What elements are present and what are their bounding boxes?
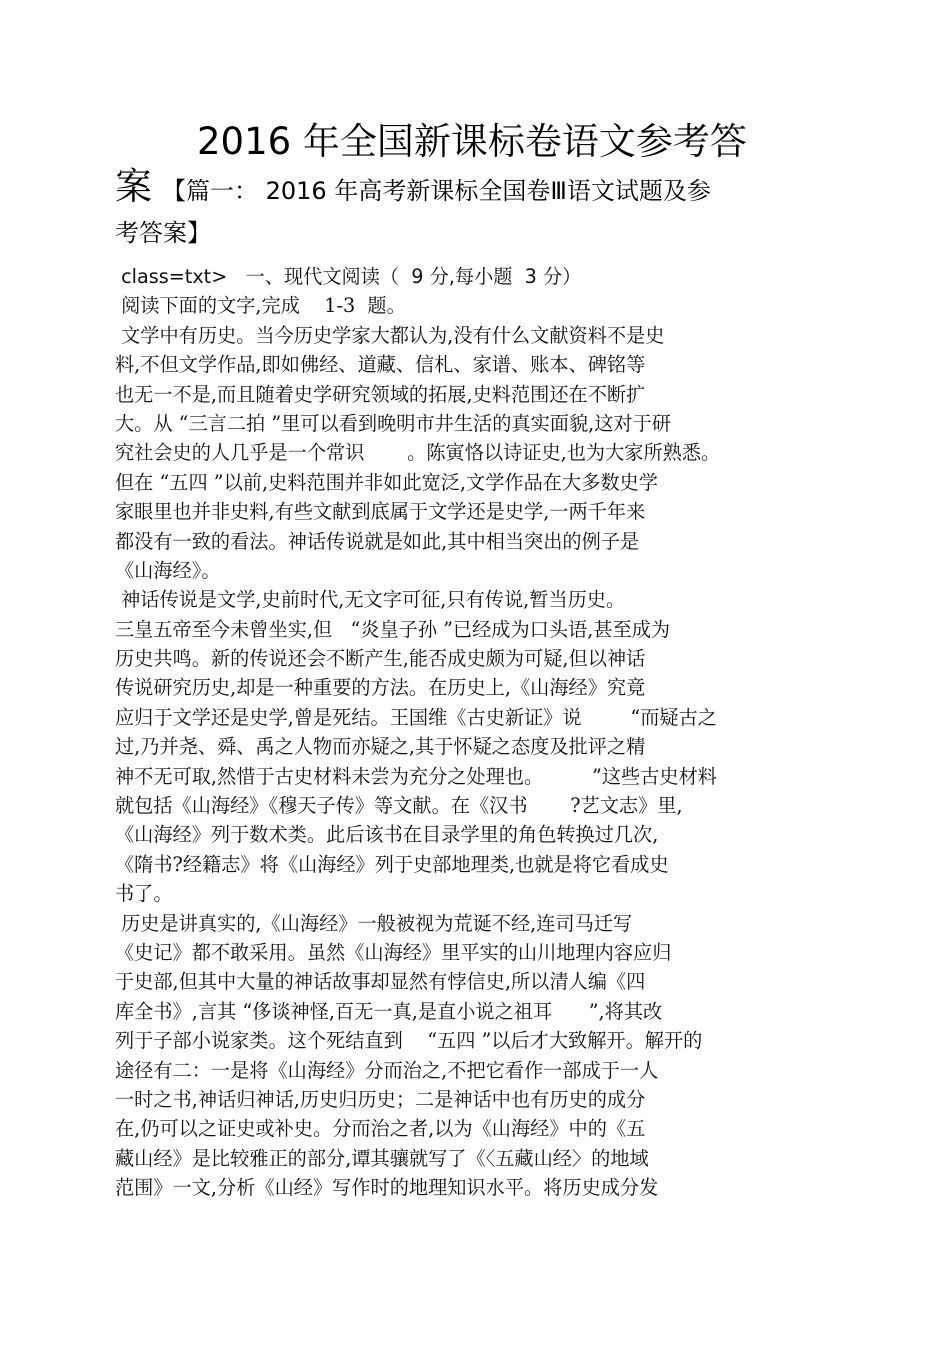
body-line: 历史是讲真实的,《山海经》一般被视为荒诞不经,连司马迁写 — [115, 911, 633, 935]
body-line: 应归于文学还是史学,曾是死结。王国维《古史新证》说 “而疑古之 — [115, 705, 717, 729]
document-title — [115, 118, 815, 251]
body-line: 《史记》都不敢采用。虽然《山海经》里平实的山川地理内容应归 — [115, 940, 672, 964]
body-line: 究社会史的人几乎是一个常识 。陈寅恪以诗证史,也为大家所熟悉。 — [115, 441, 721, 465]
body-line: 传说研究历史,却是一种重要的方法。在历史上,《山海经》究竟 — [115, 676, 646, 700]
title-line-3: 考答案】 — [115, 219, 211, 247]
body-line: 《隋书?经籍志》将《山海经》列于史部地理类,也就是将它看成史 — [115, 852, 669, 876]
body-line: 于史部,但其中大量的神话故事却显然有悖信史,所以清人编《四 — [115, 970, 646, 994]
body-line: 库全书》,言其 “侈谈神怪,百无一真,是直小说之祖耳 ”,将其改 — [115, 999, 663, 1023]
title-line-2-main: 案 — [115, 165, 152, 208]
body-line: 书了。 — [115, 882, 173, 906]
title-line-2-subtitle: 【篇一： 2016 年高考新课标全国卷Ⅲ语文试题及参 — [162, 177, 711, 205]
body-line: 大。从 “三言二拍 ”里可以看到晚明市井生活的真实面貌,这对于研 — [115, 411, 671, 435]
body-line: 过,乃并尧、舜、禹之人物而亦疑之,其于怀疑之态度及批评之精 — [115, 735, 646, 759]
body-line: 历史共鸣。新的传说还会不断产生,能否成史颇为可疑,但以神话 — [115, 647, 646, 671]
document-body — [115, 262, 815, 1203]
body-line: 一时之书,神话归神话,历史归历史；二是神话中也有历史的成分 — [115, 1087, 646, 1111]
body-line: 神话传说是文学,史前时代,无文字可征,只有传说,暂当历史。 — [115, 588, 626, 612]
body-line: 就包括《山海经》《穆天子传》等文献。在《汉书 ?艺文志》里, — [115, 794, 683, 818]
body-line: class=txt> 一、现代文阅读（ 9 分,每小题 3 分） — [115, 265, 582, 288]
body-line: 列于子部小说家类。这个死结直到 “五四 ”以后才大致解开。解开的 — [115, 1029, 703, 1053]
body-line: 藏山经》是比较雅正的部分,谭其骧就写了《〈五藏山经〉的地域 — [115, 1146, 649, 1170]
body-line: 文学中有历史。当今历史学家大都认为,没有什么文献资料不是史 — [115, 323, 665, 347]
body-line: 料,不但文学作品,即如佛经、道藏、信札、家谱、账本、碑铭等 — [115, 353, 646, 377]
body-line: 也无一不是,而且随着史学研究领域的拓展,史料范围还在不断扩 — [115, 382, 646, 406]
title-line-1: 2016 年全国新课标卷语文参考答 — [197, 120, 747, 163]
body-line: 《山海经》列于数术类。此后该书在目录学里的角色转换过几次, — [115, 823, 659, 847]
body-line: 神不无可取,然惜于古史材料未尝为充分之处理也。 ”这些古史材料 — [115, 764, 717, 788]
title-line-2 — [115, 166, 815, 215]
body-line: 但在 “五四 ”以前,史料范围并非如此宽泛,文学作品在大多数史学 — [115, 470, 658, 494]
body-line: 在,仍可以之证史或补史。分而治之者,以为《山海经》中的《五 — [115, 1117, 646, 1141]
body-line: 《山海经》。 — [115, 558, 221, 582]
body-line: 都没有一致的看法。神话传说就是如此,其中相当突出的例子是 — [115, 529, 640, 553]
body-line: 三皇五帝至今未曾坐实,但 “炎皇子孙 ”已经成为口头语,甚至成为 — [115, 617, 671, 641]
body-line: 家眼里也并非史料,有些文献到底属于文学还是史学,一两千年来 — [115, 500, 646, 524]
body-line: 途径有二：一是将《山海经》分而治之,不把它看作一部成于一人 — [115, 1058, 659, 1082]
body-line: 范围》一文,分析《山经》写作时的地理知识水平。将历史成分发 — [115, 1176, 659, 1200]
body-line: 阅读下面的文字,完成 1-3 题。 — [115, 294, 406, 318]
